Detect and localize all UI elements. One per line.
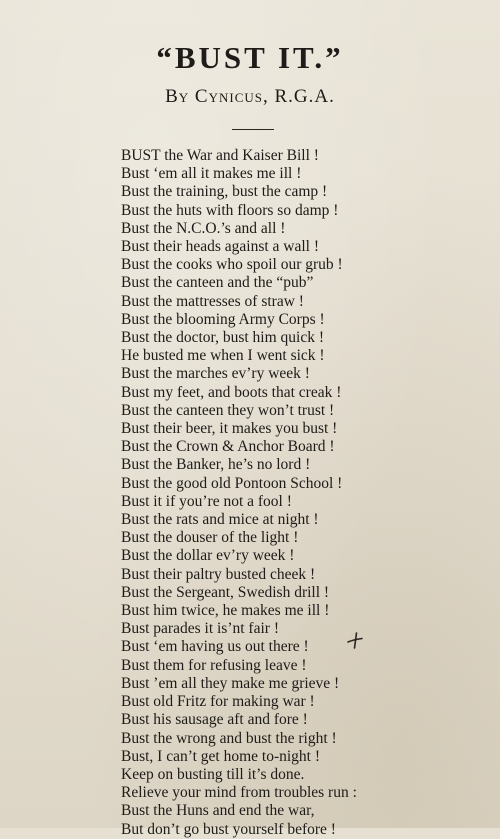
poem-line: Keep on busting till it’s done. [121,765,305,783]
poem-title: “BUST IT.” [156,40,344,75]
poem-line: Bust the N.C.O.’s and all ! [121,219,286,237]
poem-line: Bust ’em all they make me grieve ! [121,674,340,692]
poem-line: Bust it if you’re not a fool ! [121,492,292,510]
poem-line: Bust the blooming Army Corps ! [121,310,325,328]
poem-line: Bust the marches ev’ry week ! [121,365,310,383]
poem-line: Bust their heads against a wall ! [121,238,320,256]
poem-line: Bust the canteen they won’t trust ! [121,401,335,419]
poem-line: Bust the Sergeant, Swedish drill ! [121,583,330,601]
poem-line: Bust ‘em all it makes me ill ! [121,165,302,183]
poem-line: Bust the dollar ev’ry week ! [121,547,295,565]
poem-line: Bust, I can’t get home to-night ! [121,747,321,765]
poem-line: BUST the War and Kaiser Bill ! [121,147,319,164]
poem-line: Bust parades it is’nt fair ! [121,620,279,638]
poem-line: Bust old Fritz for making war ! [121,693,315,711]
poem-line: But don’t go bust yourself before ! [121,820,336,838]
poem-line: Bust them for refusing leave ! [121,656,307,674]
poem-line: Bust the wrong and bust the right ! [121,729,337,747]
poem-byline: By Cynicus, R.G.A. [165,86,335,107]
poem-line: Bust the doctor, bust him quick ! [121,329,325,347]
poem-line: Bust his sausage aft and fore ! [121,711,308,729]
poem-line: Relieve your mind from troubles run : [121,784,357,802]
poem-line: Bust the canteen and the “pub” [121,274,314,292]
poem-line: Bust him twice, he makes me ill ! [121,602,330,620]
poem-line: Bust the mattresses of straw ! [121,292,304,310]
handwritten-cross-mark-icon [345,630,365,650]
poem-line: Bust the Huns and end the war, [121,802,315,820]
poem-line: Bust the training, bust the camp ! [121,183,328,201]
poem-line: Bust my feet, and boots that creak ! [121,383,342,401]
title-divider [232,129,274,130]
poem-line: Bust their paltry busted cheek ! [121,565,316,583]
poem-line: He busted me when I went sick ! [121,347,325,365]
poem-line: Bust the Banker, he’s no lord ! [121,456,311,474]
poem-line: Bust the rats and mice at night ! [121,511,319,529]
poem-line: Bust the douser of the light ! [121,529,299,547]
poem-line: Bust the Crown & Anchor Board ! [121,438,335,456]
poem-line: Bust the huts with floors so damp ! [121,201,339,219]
poem-line: Bust ‘em having us out there ! [121,638,309,656]
poem-body [121,147,357,839]
poem-line: Bust the cooks who spoil our grub ! [121,256,343,274]
poem-line: Bust the good old Pontoon School ! [121,474,343,492]
poem-line: Bust their beer, it makes you bust ! [121,420,338,438]
